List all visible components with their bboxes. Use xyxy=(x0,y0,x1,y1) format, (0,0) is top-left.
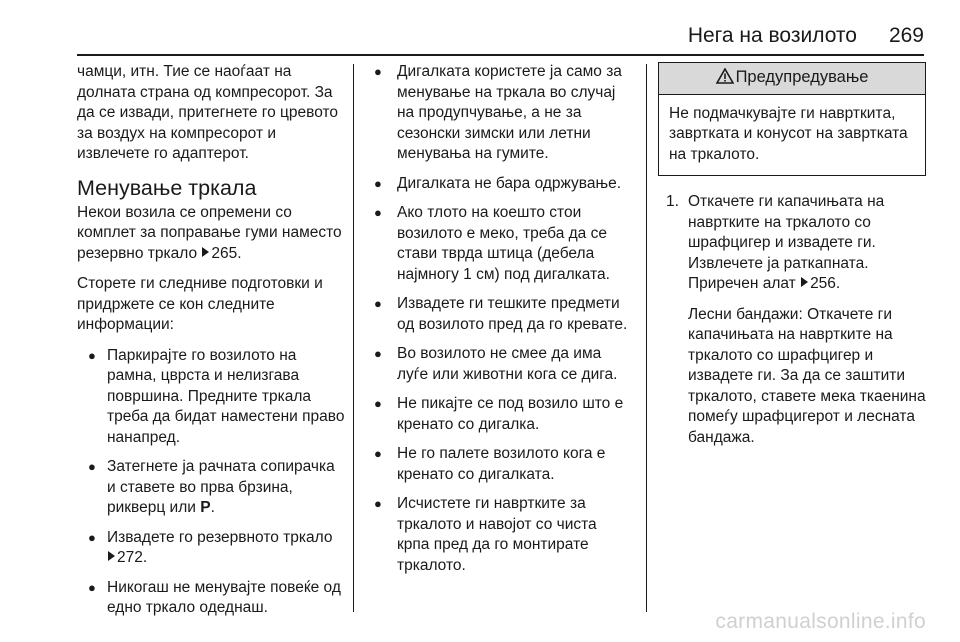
column-divider-1 xyxy=(353,64,354,612)
preparation-list xyxy=(77,346,347,619)
bullet-icon: ● xyxy=(374,446,382,461)
header-title: Нега на возилото xyxy=(687,24,857,47)
page-ref-arrow-icon xyxy=(108,551,115,561)
column-divider-2 xyxy=(646,64,647,612)
bullet-icon: ● xyxy=(374,396,382,411)
list-item: ● Извадете ги тешките предмети од возилото пред да го кревате. xyxy=(374,295,628,333)
list-item: ● Во возилото не смее да има луѓе или животни кога се дига. xyxy=(374,345,618,383)
list-item: ● Не пикајте се под возило што е кренато со дигалка. xyxy=(374,395,624,433)
step-paragraph: Откачете ги капачињата на навртките на тркалото со шрафцигер и извадете ги. Извлечете ја раткапната. Приречен алат 256. xyxy=(688,193,885,292)
paragraph-repair-kit xyxy=(77,203,347,265)
bullet-icon: ● xyxy=(88,459,96,474)
header-rule xyxy=(77,54,924,56)
warning-box xyxy=(658,62,926,176)
step-number: 1. xyxy=(666,193,679,210)
paragraph-preparations: Сторете ги следниве подготовки и придржете се кон следните информации: xyxy=(77,275,323,333)
warning-header xyxy=(659,63,925,95)
page-ref[interactable]: 272. xyxy=(117,549,148,566)
warning-title: Предупредување xyxy=(735,68,869,86)
list-item: ● Дигалката не бара одржување. xyxy=(371,174,633,195)
column-2 xyxy=(371,62,633,585)
column-1 xyxy=(77,62,347,628)
column-3 xyxy=(658,62,926,458)
page-ref-arrow-icon xyxy=(202,247,209,257)
warning-triangle-icon xyxy=(716,68,734,90)
intro-paragraph: чамци, итн. Тие се наоѓаат на долната страна од компресорот. За да се извади, притегнете го цревото за воздух на компресорот и извлечете го адаптерот. xyxy=(77,63,339,162)
bullet-icon: ● xyxy=(88,529,96,545)
bullet-icon: ● xyxy=(374,175,382,191)
page-ref-arrow-icon xyxy=(801,277,808,287)
paragraph-text: Некои возила се опремени со комплет за поправање гуми наместо резервно тркало xyxy=(77,203,342,262)
page-ref[interactable]: 265. xyxy=(211,244,242,262)
list-item: ● Дигалката користете ја само за менување на тркала во случај на продупчување, а не за сезонски зимски или летни менувања на гумите. xyxy=(374,63,622,162)
bullet-icon: ● xyxy=(374,205,382,220)
list-item: ● Паркирајте го возилото на рамна, цврста и нелизгава површина. Предните тркала треба да бидат наместени право нанапред. xyxy=(88,346,345,446)
list-item: ● Исчистете ги наврткитe за тркалото и навојот со чиста крпа пред да го монтирате тркалото. xyxy=(374,495,597,574)
list-item: ● Ако тлото на коешто стои возилото е меко, треба да се стави тврда штица (дебела најмногу 1 см) под дигалката. xyxy=(374,204,610,283)
list-item: ● Затегнете ја рачната сопирачка и ставете во прва брзина, рикверц или P. xyxy=(88,458,335,516)
bullet-icon: ● xyxy=(374,496,382,511)
list-item: ● Извадете го резервното тркало 272. xyxy=(88,528,333,566)
list-item: ● Никогаш не менувајте повеќе од едно тркало одеднаш. xyxy=(88,578,341,616)
bullet-icon: ● xyxy=(374,64,382,79)
jack-notes-list xyxy=(371,62,633,576)
bullet-icon: ● xyxy=(374,296,382,311)
list-item: ● Не го палете возилото кога е кренато со дигалката. xyxy=(374,445,606,483)
bullet-icon: ● xyxy=(374,346,382,361)
section-heading: Менување тркала xyxy=(77,175,257,200)
page-ref[interactable]: 256. xyxy=(810,275,841,292)
bullet-icon: ● xyxy=(88,579,96,595)
bullet-icon: ● xyxy=(88,347,96,363)
page-number: 269 xyxy=(888,24,924,47)
step-paragraph-alloy: Лесни бандажи: Откачете ги капачињата на навртките на тркалото со шрафцигер и извадете ги. За да се заштити тркалото, ставете мека ткаенина помеѓу шрафцигерот и лесната бандажа. xyxy=(688,305,926,446)
watermark: carmanualsonline.info xyxy=(715,610,926,633)
gear-p-label: P xyxy=(200,499,211,516)
step-item xyxy=(658,192,926,448)
warning-text: Не подмачкувајте ги наврткитa, завртката и конусот на завртката на тркалото. xyxy=(669,104,908,163)
steps-list xyxy=(658,192,926,448)
